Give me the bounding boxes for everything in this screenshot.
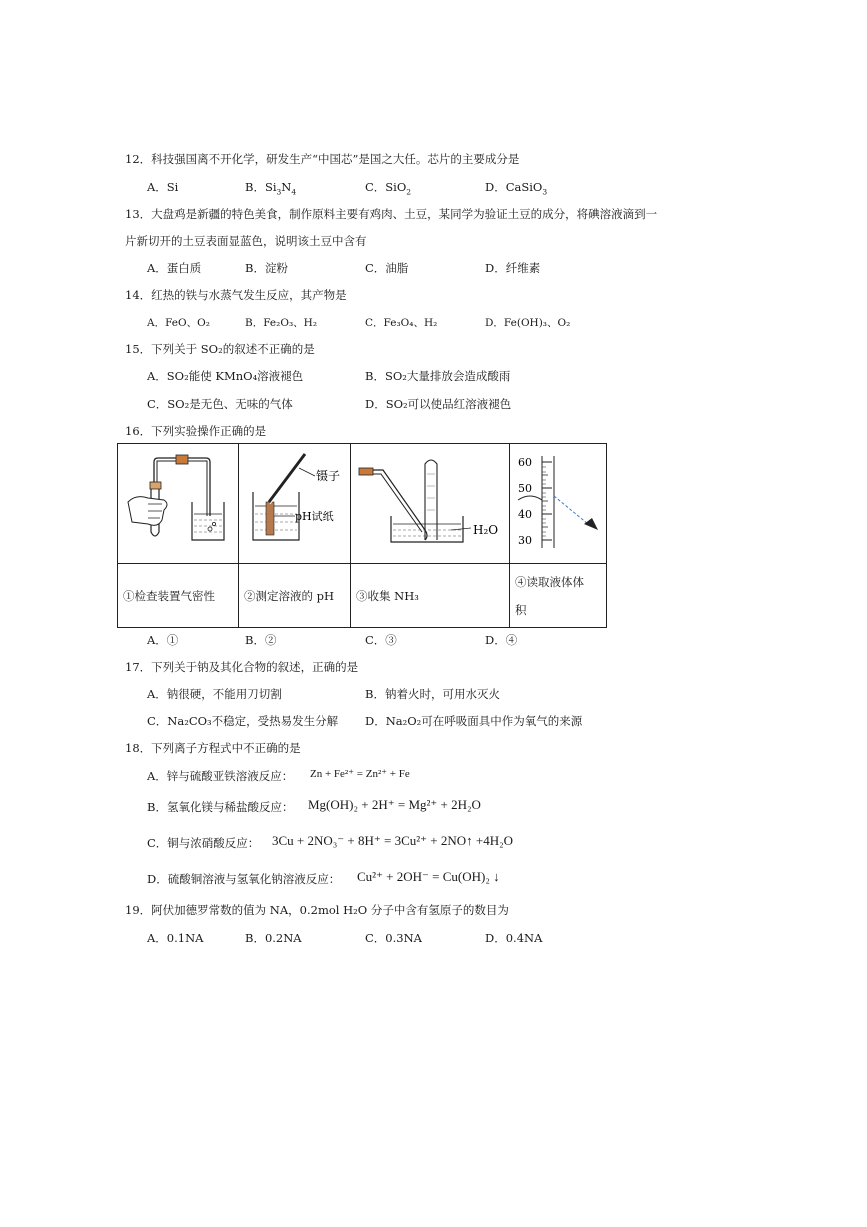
q13-stem-line2: 片新切开的土豆表面显蓝色，说明该土豆中含有: [125, 234, 367, 248]
fig-read-volume: [510, 444, 607, 564]
q14-option-d[interactable]: D．Fe(OH)₃、O₂: [485, 317, 571, 329]
q17-stem: 17．下列关于钠及其化合物的叙述，正确的是: [125, 660, 359, 674]
graduated-cylinder-icon: [510, 444, 606, 560]
q15-stem: 15．下列关于 SO₂的叙述不正确的是: [125, 342, 315, 356]
caption-3: ③收集 NH₃: [351, 564, 510, 628]
q12-option-d[interactable]: [485, 179, 547, 195]
q12-b-pre: B．Si: [245, 180, 277, 194]
q17-option-b[interactable]: B．钠着火时，可用水灭火: [365, 687, 500, 701]
tick-30: 30: [518, 534, 532, 547]
q19-option-d[interactable]: D．0.4NA: [485, 931, 543, 945]
q14-option-c[interactable]: C．Fe₃O₄、H₂: [365, 317, 438, 329]
q16-option-a[interactable]: A．①: [147, 633, 179, 647]
q18-option-c[interactable]: C．铜与浓硝酸反应：: [147, 836, 260, 850]
q16-option-b[interactable]: B．②: [245, 633, 277, 647]
q14-stem: 14．红热的铁与水蒸气发生反应，其产物是: [125, 288, 347, 302]
q17-option-c[interactable]: C．Na₂CO₃不稳定，受热易发生分解: [147, 714, 339, 728]
caption-4-line1: ④读取液体体: [515, 574, 584, 589]
q12-c-n: 2: [406, 187, 412, 197]
q15-option-c[interactable]: C．SO₂是无色、无味的气体: [147, 397, 293, 411]
q16-option-c[interactable]: C．③: [365, 633, 397, 647]
q12-b-n1: 3: [276, 187, 282, 197]
q18-option-b[interactable]: B．氢氧化镁与稀盐酸反应：: [147, 800, 294, 814]
q17-option-a[interactable]: A．钠很硬，不能用刀切割: [147, 687, 282, 701]
q12-b-mid: N: [281, 180, 292, 194]
q13-option-b[interactable]: B．淀粉: [245, 261, 288, 275]
q17-option-d[interactable]: D．Na₂O₂可在呼吸面具中作为氧气的来源: [365, 714, 583, 728]
q16-option-d[interactable]: D．④: [485, 633, 518, 647]
q13-option-d[interactable]: D．纤维素: [485, 261, 541, 275]
q15-option-d[interactable]: D．SO₂可以使品红溶液褪色: [365, 397, 512, 411]
tick-60: 60: [518, 456, 532, 469]
q15-option-a[interactable]: A．SO₂能使 KMnO₄溶液褪色: [147, 369, 304, 383]
q16-experiment-table: [117, 443, 607, 628]
ph-test-apparatus-icon: [239, 444, 350, 560]
gas-collection-apparatus-icon: [351, 444, 509, 560]
q12-b-n2: 4: [291, 187, 297, 197]
q14-option-a[interactable]: A．FeO、O₂: [147, 317, 210, 329]
caption-1: ①检查装置气密性: [118, 564, 239, 628]
airtightness-apparatus-icon: [118, 444, 238, 560]
q19-option-c[interactable]: C．0.3NA: [365, 931, 422, 945]
q18-equation-d: Cu²⁺ + 2OH⁻ = Cu(OH)₂ ↓: [357, 869, 500, 884]
q18-option-d[interactable]: D．硫酸铜溶液与氢氧化钠溶液反应：: [147, 872, 341, 886]
q13-option-a[interactable]: A．蛋白质: [147, 261, 202, 275]
q12-stem: 12．科技强国离不开化学，研发生产“中国芯”是国之大任。芯片的主要成分是: [125, 152, 520, 166]
caption-4-line2: 积: [515, 602, 527, 617]
fig-airtightness: [118, 444, 239, 564]
q18-equation-a: Zn + Fe²⁺ = Zn²⁺ + Fe: [310, 768, 410, 780]
q12-option-b[interactable]: [245, 179, 296, 195]
q19-option-a[interactable]: A．0.1NA: [147, 931, 204, 945]
q15-option-b[interactable]: B．SO₂大量排放会造成酸雨: [365, 369, 511, 383]
q13-option-c[interactable]: C．油脂: [365, 261, 409, 275]
fig-ph-test: [239, 444, 351, 564]
q14-option-b[interactable]: B．Fe₂O₃、H₂: [245, 317, 318, 329]
q19-stem: 19．阿伏加德罗常数的值为 NA，0.2mol H₂O 分子中含有氢原子的数目为: [125, 903, 509, 917]
tweezers-label: 镊子: [316, 469, 341, 483]
fig-collect-nh3: [351, 444, 510, 564]
q19-option-b[interactable]: B．0.2NA: [245, 931, 302, 945]
caption-2: ②测定溶液的 pH: [239, 564, 351, 628]
tick-50: 50: [518, 482, 532, 495]
water-label: H₂O: [473, 523, 499, 537]
q18-equation-c: 3Cu + 2NO₃⁻ + 8H⁺ = 3Cu²⁺ + 2NO↑ +4H₂O: [272, 833, 514, 848]
q12-option-c[interactable]: [365, 179, 411, 195]
q18-option-a[interactable]: A．锌与硫酸亚铁溶液反应：: [147, 769, 294, 783]
caption-4: [510, 564, 607, 628]
q13-stem-line1: 13．大盘鸡是新疆的特色美食，制作原料主要有鸡肉、土豆，某同学为验证土豆的成分，将碘溶液滴到一: [125, 207, 658, 221]
q12-d-pre: D．CaSiO: [485, 180, 543, 194]
q18-equation-b: Mg(OH)₂ + 2H⁺ = Mg²⁺ + 2H₂O: [308, 797, 481, 812]
ph-paper-label: pH试纸: [295, 510, 334, 523]
q16-stem: 16．下列实验操作正确的是: [125, 424, 267, 438]
q18-stem: 18．下列离子方程式中不正确的是: [125, 741, 301, 755]
q12-option-a[interactable]: A．Si: [147, 180, 179, 194]
q12-d-n: 3: [542, 187, 548, 197]
tick-40: 40: [518, 508, 532, 521]
q12-c-pre: C．SiO: [365, 180, 407, 194]
